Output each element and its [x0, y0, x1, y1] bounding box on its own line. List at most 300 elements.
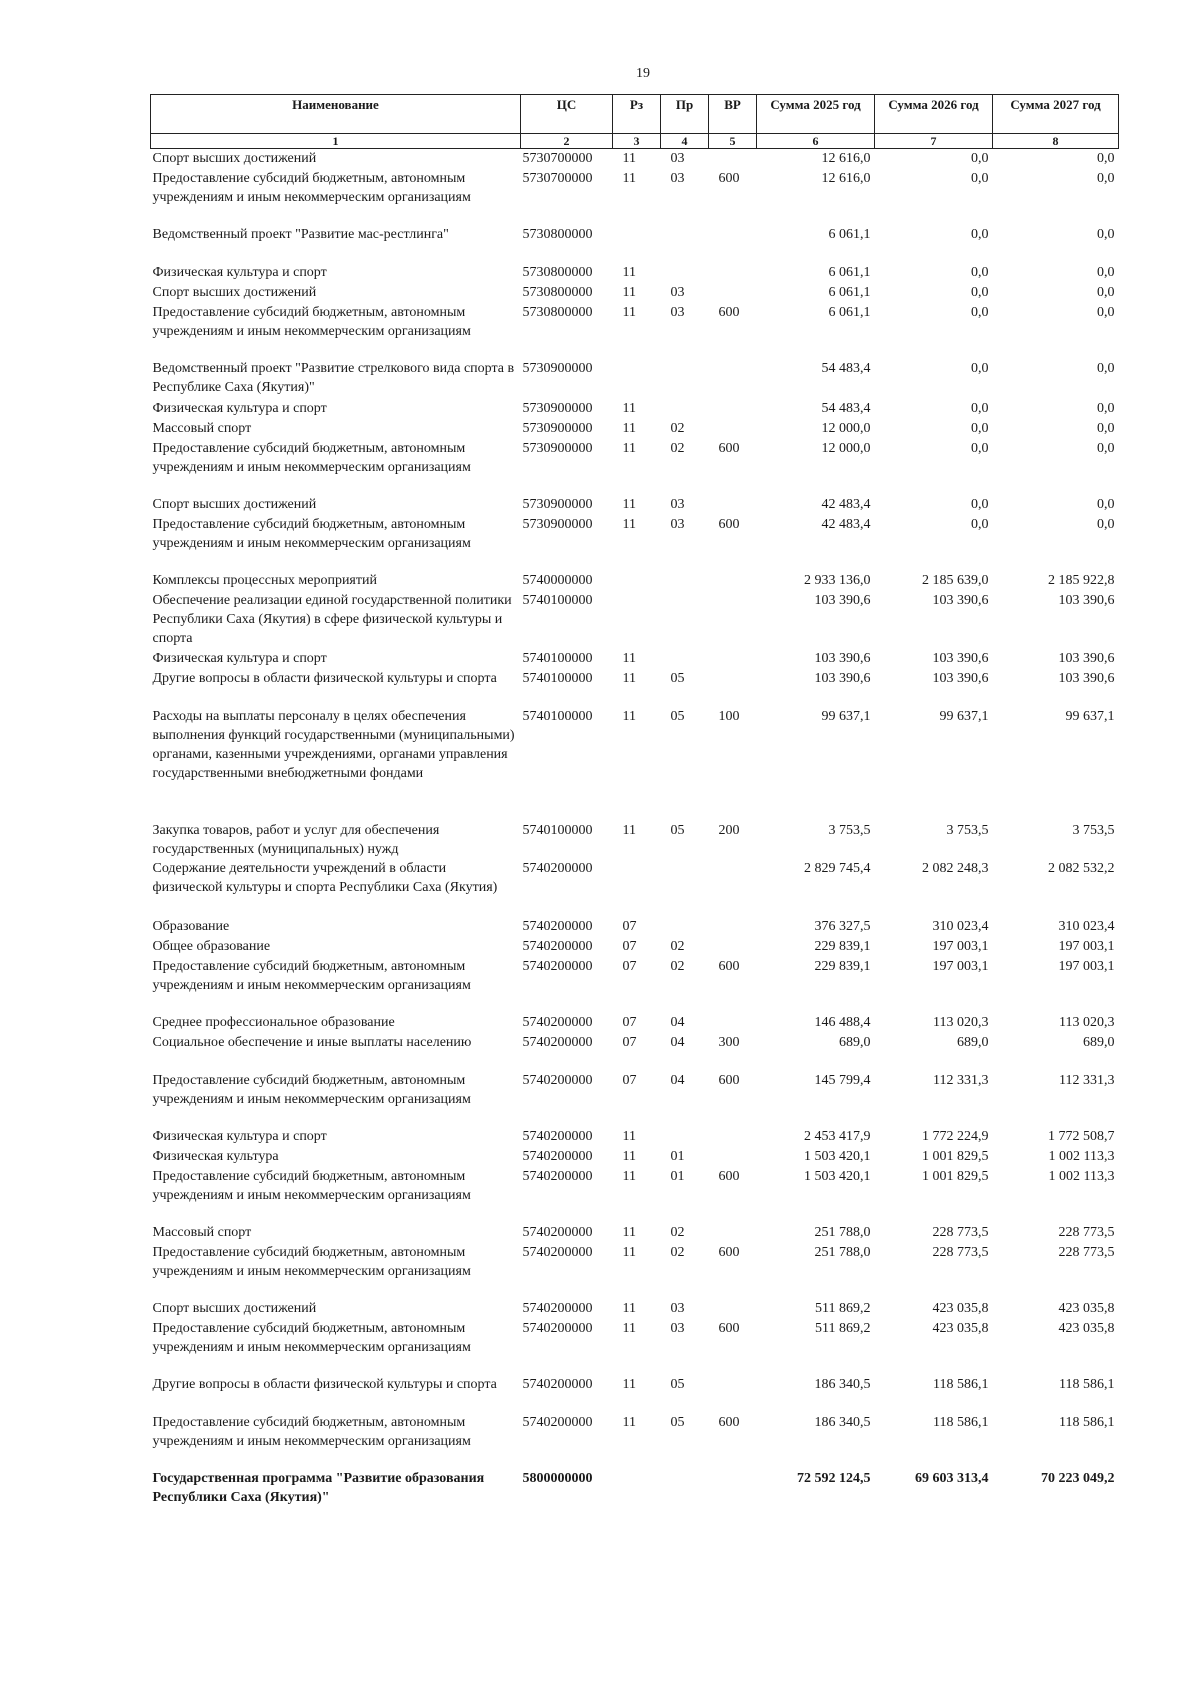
cell-sum-2026: 0,0 [971, 400, 989, 416]
table-row [151, 571, 1119, 591]
cell-sum-2026: 310 023,4 [932, 918, 989, 934]
cell-sum-2027: 197 003,1 [1058, 958, 1115, 974]
cell-sum-2025: 186 340,5 [814, 1376, 871, 1392]
cell-sum-2027: 103 390,6 [1058, 650, 1115, 666]
cell-name: Предоставление субсидий бюджетным, автономным учреждениям и иным некоммерческим организациям [152, 304, 471, 339]
cell-name: Предоставление субсидий бюджетным, автономным учреждениям и иным некоммерческим организациям [152, 1244, 471, 1279]
cell-cs: 5740200000 [522, 860, 593, 876]
cell-sum-2025: 2 829 745,4 [804, 860, 871, 876]
cell-sum-2027: 0,0 [1097, 400, 1115, 416]
cell-pr: 03 [670, 1300, 685, 1316]
cell-sum-2026: 0,0 [971, 516, 989, 532]
cell-sum-2026: 0,0 [971, 496, 989, 512]
cell-cs: 5730800000 [522, 284, 593, 300]
cell-vr: 300 [718, 1034, 740, 1050]
cell-cs: 5730800000 [522, 264, 593, 280]
cell-sum-2026: 103 390,6 [932, 650, 989, 666]
cell-sum-2026: 0,0 [971, 304, 989, 320]
cell-vr [709, 1469, 757, 1509]
cell-sum-2025: 2 453 417,9 [804, 1128, 871, 1144]
cell-vr [709, 591, 757, 649]
cell-sum-2027: 310 023,4 [1058, 918, 1115, 934]
cell-vr [709, 263, 757, 283]
cell-cs: 5740100000 [522, 708, 593, 724]
cell-sum-2027: 118 586,1 [1059, 1376, 1115, 1392]
cell-name: Содержание деятельности учреждений в области физической культуры и спорта Республики Саха (Якутия) [152, 860, 498, 895]
cell-pr [661, 591, 709, 649]
cell-sum-2026: 0,0 [971, 151, 989, 166]
cell-rz: 11 [622, 496, 636, 512]
cell-cs: 5730900000 [522, 440, 593, 456]
cell-sum-2026: 228 773,5 [932, 1244, 989, 1260]
cell-name: Физическая культура и спорт [152, 264, 327, 280]
table-body [151, 149, 1119, 1509]
cell-pr: 02 [670, 1244, 685, 1260]
cell-rz: 11 [622, 1320, 636, 1336]
cell-cs: 5740200000 [522, 1244, 593, 1260]
cell-rz: 11 [622, 1224, 636, 1240]
cell-sum-2025: 145 799,4 [814, 1072, 871, 1088]
cell-rz: 07 [622, 1014, 637, 1030]
cell-sum-2026: 2 185 639,0 [922, 572, 989, 588]
cell-vr: 600 [718, 304, 740, 320]
cell-name: Физическая культура и спорт [152, 1128, 327, 1144]
cell-sum-2025: 42 483,4 [821, 516, 871, 532]
table-row [151, 1319, 1119, 1375]
cell-vr [709, 419, 757, 439]
cell-pr [661, 571, 709, 591]
cell-pr: 03 [670, 304, 685, 320]
cell-sum-2027: 197 003,1 [1058, 938, 1115, 954]
cell-sum-2026: 0,0 [971, 264, 989, 280]
cell-rz: 11 [622, 1300, 636, 1316]
cell-cs: 5740200000 [522, 1320, 593, 1336]
cell-vr [709, 917, 757, 937]
cell-sum-2026: 2 082 248,3 [922, 860, 989, 876]
cell-cs: 5800000000 [522, 1470, 593, 1486]
cell-name: Физическая культура [152, 1148, 279, 1164]
table-row [151, 419, 1119, 439]
cell-name: Предоставление субсидий бюджетным, автономным учреждениям и иным некоммерческим организациям [152, 1414, 471, 1449]
cell-sum-2025: 511 869,2 [815, 1320, 871, 1336]
cell-rz: 11 [622, 1376, 636, 1392]
cell-sum-2027: 0,0 [1097, 151, 1115, 166]
cell-sum-2025: 42 483,4 [821, 496, 871, 512]
cell-sum-2027: 1 772 508,7 [1048, 1128, 1115, 1144]
cell-rz: 07 [622, 1034, 637, 1050]
cell-cs: 5730900000 [522, 420, 593, 436]
cell-sum-2026: 0,0 [971, 226, 989, 242]
cell-sum-2027: 2 082 532,2 [1048, 860, 1115, 876]
cell-pr: 05 [670, 670, 685, 686]
cell-rz: 11 [622, 304, 636, 320]
cell-rz: 11 [622, 708, 636, 724]
table-row [151, 917, 1119, 937]
cell-sum-2025: 2 933 136,0 [804, 572, 871, 588]
table-row [151, 707, 1119, 821]
cell-pr: 04 [670, 1034, 685, 1050]
cell-sum-2027: 1 002 113,3 [1048, 1168, 1115, 1184]
table-row [151, 263, 1119, 283]
cell-name: Спорт высших достижений [152, 496, 317, 512]
cell-pr: 02 [670, 938, 685, 954]
cell-sum-2027: 118 586,1 [1059, 1414, 1115, 1430]
cell-vr: 600 [718, 1320, 740, 1336]
cell-sum-2026: 197 003,1 [932, 958, 989, 974]
cell-name: Среднее профессиональное образование [152, 1014, 395, 1030]
cell-cs: 5740100000 [522, 670, 593, 686]
cell-sum-2025: 6 061,1 [828, 226, 871, 242]
cell-cs: 5740200000 [522, 1376, 593, 1392]
cell-vr [709, 225, 757, 263]
header-rz: Рз [613, 95, 661, 134]
table-row [151, 1469, 1119, 1509]
cell-rz: 11 [622, 670, 636, 686]
table-row [151, 169, 1119, 225]
cell-rz: 11 [622, 264, 636, 280]
header-vr: ВР [709, 95, 757, 134]
table-row [151, 283, 1119, 303]
cell-sum-2025: 1 503 420,1 [804, 1168, 871, 1184]
cell-vr [709, 571, 757, 591]
cell-rz: 07 [622, 938, 637, 954]
cell-pr: 02 [670, 440, 685, 456]
cell-name: Предоставление субсидий бюджетным, автономным учреждениям и иным некоммерческим организациям [152, 1168, 471, 1203]
cell-pr: 02 [670, 958, 685, 974]
cell-sum-2027: 0,0 [1097, 264, 1115, 280]
cell-cs: 5740200000 [522, 1148, 593, 1164]
cell-cs: 5740100000 [522, 650, 593, 666]
cell-name: Ведомственный проект "Развитие мас-рестлинга" [152, 226, 449, 242]
cell-sum-2026: 1 001 829,5 [922, 1148, 989, 1164]
cell-cs: 5740200000 [522, 1224, 593, 1240]
cell-sum-2026: 0,0 [971, 284, 989, 300]
cell-sum-2027: 2 185 922,8 [1048, 572, 1115, 588]
table-row [151, 1299, 1119, 1319]
cell-sum-2027: 423 035,8 [1058, 1300, 1115, 1316]
cell-vr [709, 859, 757, 917]
cell-sum-2025: 146 488,4 [814, 1014, 871, 1030]
cell-sum-2025: 251 788,0 [814, 1244, 871, 1260]
header-number: 3 [613, 134, 661, 149]
cell-sum-2026: 0,0 [971, 360, 989, 376]
cell-pr: 02 [670, 1224, 685, 1240]
cell-pr: 03 [670, 151, 685, 166]
table-row [151, 1147, 1119, 1167]
cell-sum-2026: 423 035,8 [932, 1320, 989, 1336]
cell-sum-2027: 228 773,5 [1058, 1244, 1115, 1260]
cell-cs: 5730800000 [522, 226, 593, 242]
cell-sum-2027: 0,0 [1097, 226, 1115, 242]
cell-sum-2026: 118 586,1 [933, 1376, 989, 1392]
cell-sum-2026: 689,0 [957, 1034, 989, 1050]
cell-rz: 11 [622, 516, 636, 532]
table-row [151, 303, 1119, 359]
cell-name: Общее образование [152, 938, 271, 954]
table-row [151, 669, 1119, 707]
cell-rz: 07 [622, 958, 637, 974]
cell-name: Закупка товаров, работ и услуг для обеспечения государственных (муниципальных) нужд [152, 822, 440, 857]
table-header [151, 95, 1119, 149]
cell-pr: 04 [670, 1014, 685, 1030]
cell-sum-2025: 511 869,2 [815, 1300, 871, 1316]
cell-sum-2025: 12 616,0 [821, 170, 871, 186]
cell-sum-2025: 103 390,6 [814, 592, 871, 608]
cell-rz: 11 [622, 420, 636, 436]
header-cs: ЦС [521, 95, 613, 134]
table-row [151, 225, 1119, 263]
cell-vr: 600 [718, 1244, 740, 1260]
cell-rz: 11 [622, 650, 636, 666]
cell-name: Предоставление субсидий бюджетным, автономным учреждениям и иным некоммерческим организациям [152, 516, 471, 551]
cell-sum-2025: 186 340,5 [814, 1414, 871, 1430]
cell-cs: 5730900000 [522, 360, 593, 376]
cell-cs: 5730900000 [522, 516, 593, 532]
cell-pr: 04 [670, 1072, 685, 1088]
cell-sum-2025: 54 483,4 [821, 400, 871, 416]
header-number: 5 [709, 134, 757, 149]
cell-sum-2025: 229 839,1 [814, 938, 871, 954]
cell-rz: 07 [622, 918, 637, 934]
header-row [151, 95, 1119, 134]
cell-sum-2026: 197 003,1 [932, 938, 989, 954]
cell-sum-2027: 0,0 [1097, 284, 1115, 300]
cell-rz [613, 859, 661, 917]
cell-sum-2026: 0,0 [971, 420, 989, 436]
cell-sum-2025: 229 839,1 [814, 958, 871, 974]
cell-cs: 5740200000 [522, 958, 593, 974]
cell-pr: 05 [670, 822, 685, 838]
table-row [151, 1243, 1119, 1299]
header-number: 4 [661, 134, 709, 149]
header-number-row [151, 134, 1119, 149]
page-number: 19 [636, 66, 650, 81]
table-row [151, 821, 1119, 859]
cell-rz: 11 [622, 1128, 636, 1144]
cell-sum-2025: 99 637,1 [821, 708, 871, 724]
cell-sum-2026: 423 035,8 [932, 1300, 989, 1316]
cell-name: Государственная программа "Развитие образования Республики Саха (Якутия)" [152, 1470, 485, 1505]
cell-pr [661, 263, 709, 283]
cell-cs: 5740200000 [522, 938, 593, 954]
table-row [151, 937, 1119, 957]
cell-rz: 11 [622, 400, 636, 416]
cell-sum-2025: 103 390,6 [814, 670, 871, 686]
cell-rz [613, 591, 661, 649]
table-row [151, 591, 1119, 649]
cell-pr: 02 [670, 420, 685, 436]
table-row [151, 515, 1119, 571]
cell-cs: 5740200000 [522, 1300, 593, 1316]
cell-vr [709, 1223, 757, 1243]
table-row [151, 1167, 1119, 1223]
cell-sum-2026: 103 390,6 [932, 592, 989, 608]
cell-sum-2026: 3 753,5 [946, 822, 989, 838]
cell-rz: 11 [622, 1414, 636, 1430]
cell-name: Спорт высших достижений [152, 151, 317, 166]
cell-name: Другие вопросы в области физической культуры и спорта [152, 670, 497, 686]
cell-vr [709, 1147, 757, 1167]
cell-cs: 5740200000 [522, 918, 593, 934]
cell-vr: 600 [718, 1168, 740, 1184]
cell-sum-2025: 251 788,0 [814, 1224, 871, 1240]
cell-cs: 5740200000 [522, 1072, 593, 1088]
cell-sum-2025: 6 061,1 [828, 284, 871, 300]
cell-sum-2027: 0,0 [1097, 170, 1115, 186]
table-row [151, 1033, 1119, 1071]
cell-name: Другие вопросы в области физической культуры и спорта [152, 1376, 497, 1392]
cell-vr [709, 399, 757, 419]
cell-rz: 11 [622, 1148, 636, 1164]
cell-name: Спорт высших достижений [152, 1300, 317, 1316]
table-row [151, 359, 1119, 399]
cell-rz: 11 [622, 170, 636, 186]
header-name: Наименование [151, 95, 521, 134]
cell-name: Предоставление субсидий бюджетным, автономным учреждениям и иным некоммерческим организациям [152, 440, 471, 475]
table-row [151, 495, 1119, 515]
cell-vr: 600 [718, 170, 740, 186]
cell-sum-2026: 99 637,1 [939, 708, 989, 724]
cell-cs: 5740100000 [522, 822, 593, 838]
cell-pr: 03 [670, 496, 685, 512]
header-number: 2 [521, 134, 613, 149]
cell-sum-2025: 689,0 [839, 1034, 871, 1050]
header-number: 8 [993, 134, 1119, 149]
cell-vr [709, 649, 757, 669]
cell-vr [709, 937, 757, 957]
cell-name: Образование [152, 918, 230, 934]
cell-vr [709, 1375, 757, 1413]
cell-vr: 200 [718, 822, 740, 838]
cell-rz [613, 571, 661, 591]
cell-sum-2025: 12 616,0 [821, 151, 871, 166]
cell-sum-2027: 112 331,3 [1059, 1072, 1115, 1088]
cell-sum-2027: 3 753,5 [1072, 822, 1115, 838]
cell-name: Ведомственный проект "Развитие стрелкового вида спорта в Республике Саха (Якутия)" [152, 360, 515, 395]
cell-sum-2027: 99 637,1 [1065, 708, 1115, 724]
cell-name: Обеспечение реализации единой государственной политики Республики Саха (Якутия) в сфере физической культуры и спорта [152, 592, 512, 646]
cell-vr [709, 495, 757, 515]
table-row [151, 1223, 1119, 1243]
cell-sum-2026: 0,0 [971, 440, 989, 456]
cell-pr [661, 859, 709, 917]
cell-rz [613, 359, 661, 399]
cell-pr: 03 [670, 1320, 685, 1336]
cell-rz: 11 [622, 284, 636, 300]
cell-pr [661, 1127, 709, 1147]
table-row [151, 957, 1119, 1013]
cell-cs: 5730900000 [522, 400, 593, 416]
cell-rz: 11 [622, 440, 636, 456]
cell-pr [661, 399, 709, 419]
cell-name: Предоставление субсидий бюджетным, автономным учреждениям и иным некоммерческим организациям [152, 1072, 471, 1107]
cell-cs: 5740100000 [522, 592, 593, 608]
table-row [151, 439, 1119, 495]
cell-sum-2027: 0,0 [1097, 304, 1115, 320]
cell-cs: 5730800000 [522, 304, 593, 320]
cell-vr: 600 [718, 516, 740, 532]
cell-pr [661, 225, 709, 263]
cell-name: Предоставление субсидий бюджетным, автономным учреждениям и иным некоммерческим организациям [152, 958, 471, 993]
cell-sum-2025: 376 327,5 [814, 918, 871, 934]
table-row [151, 859, 1119, 917]
cell-vr [709, 149, 757, 169]
cell-vr [709, 1127, 757, 1147]
cell-sum-2027: 0,0 [1097, 420, 1115, 436]
cell-sum-2025: 54 483,4 [821, 360, 871, 376]
cell-sum-2027: 0,0 [1097, 516, 1115, 532]
table-row [151, 1413, 1119, 1469]
cell-name: Предоставление субсидий бюджетным, автономным учреждениям и иным некоммерческим организациям [152, 1320, 471, 1355]
header-pr: Пр [661, 95, 709, 134]
cell-sum-2026: 118 586,1 [933, 1414, 989, 1430]
table-row [151, 1127, 1119, 1147]
cell-vr: 600 [718, 440, 740, 456]
cell-rz: 11 [622, 1168, 636, 1184]
cell-cs: 5740200000 [522, 1128, 593, 1144]
cell-vr [709, 669, 757, 707]
cell-name: Массовый спорт [152, 1224, 252, 1240]
cell-sum-2027: 70 223 049,2 [1041, 1470, 1115, 1486]
cell-sum-2027: 0,0 [1097, 440, 1115, 456]
cell-name: Физическая культура и спорт [152, 400, 327, 416]
cell-pr: 05 [670, 1414, 685, 1430]
cell-sum-2025: 103 390,6 [814, 650, 871, 666]
header-number: 7 [875, 134, 993, 149]
cell-pr: 05 [670, 1376, 685, 1392]
cell-cs: 5730700000 [522, 170, 593, 186]
cell-vr [709, 283, 757, 303]
header-number: 1 [151, 134, 521, 149]
cell-cs: 5730900000 [522, 496, 593, 512]
cell-rz [613, 1469, 661, 1509]
cell-sum-2027: 103 390,6 [1058, 592, 1115, 608]
cell-sum-2025: 3 753,5 [828, 822, 871, 838]
cell-cs: 5740000000 [522, 572, 593, 588]
cell-pr: 03 [670, 516, 685, 532]
cell-sum-2025: 12 000,0 [821, 420, 871, 436]
cell-rz: 11 [622, 151, 636, 166]
cell-pr [661, 649, 709, 669]
cell-sum-2027: 113 020,3 [1059, 1014, 1115, 1030]
cell-name: Социальное обеспечение и иные выплаты населению [152, 1034, 472, 1050]
cell-cs: 5740200000 [522, 1168, 593, 1184]
cell-pr: 01 [670, 1168, 685, 1184]
cell-rz: 11 [622, 1244, 636, 1260]
cell-sum-2026: 69 603 313,4 [915, 1470, 989, 1486]
cell-sum-2026: 113 020,3 [933, 1014, 989, 1030]
table-row [151, 1013, 1119, 1033]
cell-pr [661, 917, 709, 937]
cell-cs: 5740200000 [522, 1014, 593, 1030]
cell-vr: 600 [718, 1072, 740, 1088]
cell-pr: 01 [670, 1148, 685, 1164]
cell-sum-2027: 689,0 [1083, 1034, 1115, 1050]
cell-sum-2025: 1 503 420,1 [804, 1148, 871, 1164]
cell-vr [709, 1299, 757, 1319]
cell-sum-2026: 228 773,5 [932, 1224, 989, 1240]
cell-name: Расходы на выплаты персоналу в целях обеспечения выполнения функций государственными (муниципальными) органами, казенными учреждениями, органами управления государственными внебюджетными фондами [152, 708, 515, 781]
cell-name: Комплексы процессных мероприятий [152, 572, 377, 588]
cell-sum-2025: 6 061,1 [828, 264, 871, 280]
cell-sum-2025: 12 000,0 [821, 440, 871, 456]
cell-rz: 07 [622, 1072, 637, 1088]
header-number: 6 [757, 134, 875, 149]
header-sum-2027: Сумма 2027 год [993, 95, 1119, 134]
cell-vr: 600 [718, 958, 740, 974]
cell-sum-2027: 1 002 113,3 [1048, 1148, 1115, 1164]
cell-sum-2026: 1 772 224,9 [922, 1128, 989, 1144]
